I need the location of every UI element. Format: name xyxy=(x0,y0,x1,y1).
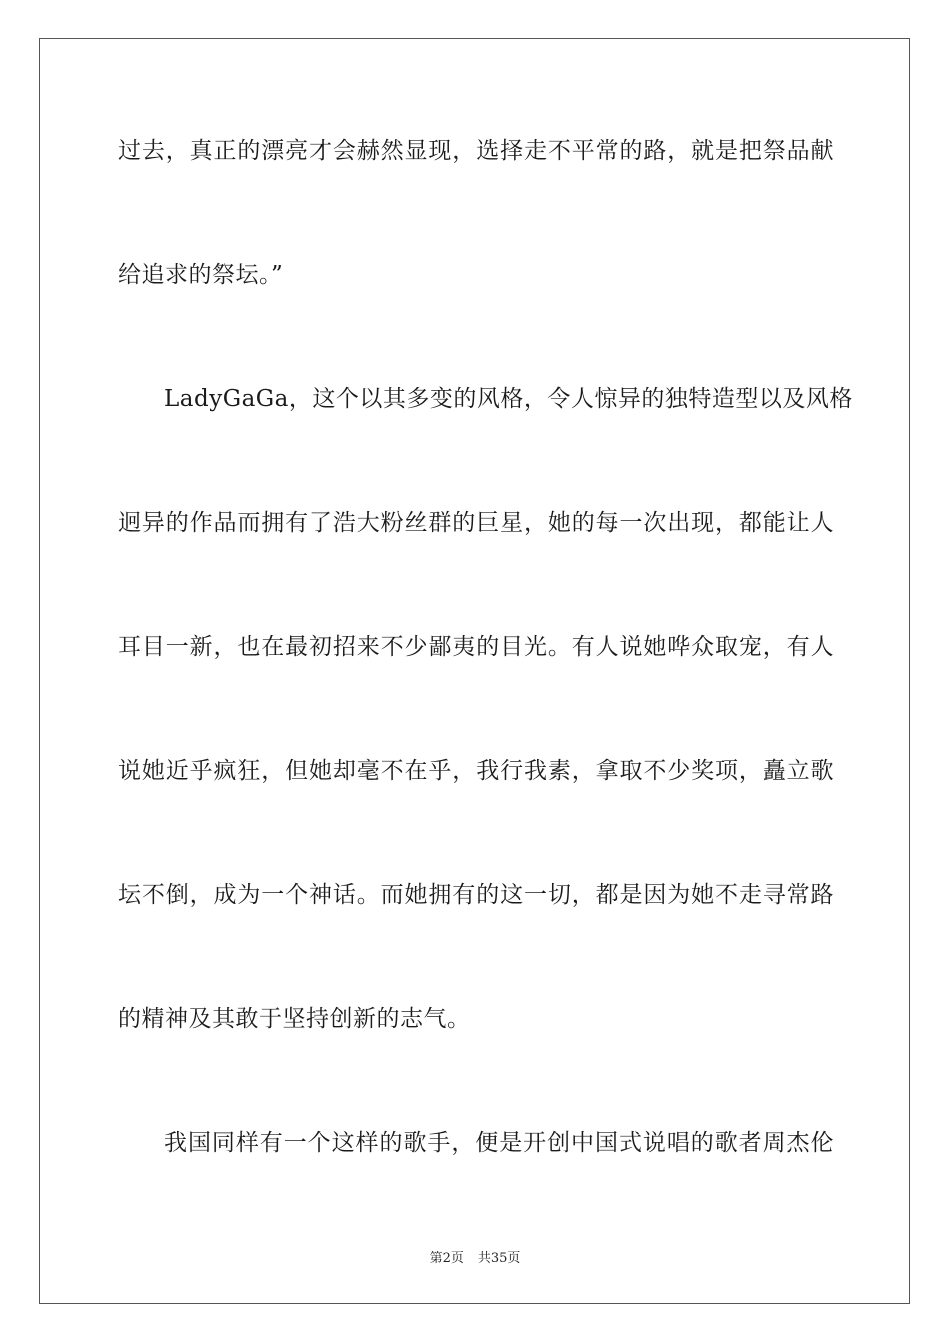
text-line: 过去，真正的漂亮才会赫然显现，选择走不平常的路，就是把祭品献 xyxy=(118,138,834,164)
text-line: 的精神及其敢于坚持创新的志气。 xyxy=(118,1006,471,1032)
page-footer xyxy=(0,1247,950,1266)
paragraph-start-line: LadyGaGa，这个以其多变的风格，令人惊异的独特造型以及风格 xyxy=(164,386,853,412)
text-line: 迥异的作品而拥有了浩大粉丝群的巨星，她的每一次出现，都能让人 xyxy=(118,510,834,536)
paragraph-start-line: 我国同样有一个这样的歌手，便是开创中国式说唱的歌者周杰伦 xyxy=(164,1130,834,1156)
page-number: 第2页 xyxy=(429,1251,464,1266)
text-line: 耳目一新，也在最初招来不少鄙夷的目光。有人说她哗众取宠，有人 xyxy=(118,634,834,660)
text-line: 说她近乎疯狂，但她却毫不在乎，我行我素，拿取不少奖项，矗立歌 xyxy=(118,758,834,784)
text-line: 给追求的祭坛。” xyxy=(118,262,284,288)
text-line: 坛不倒，成为一个神话。而她拥有的这一切，都是因为她不走寻常路 xyxy=(118,882,834,908)
page-total: 共35页 xyxy=(477,1251,521,1266)
page-border xyxy=(39,38,910,1304)
